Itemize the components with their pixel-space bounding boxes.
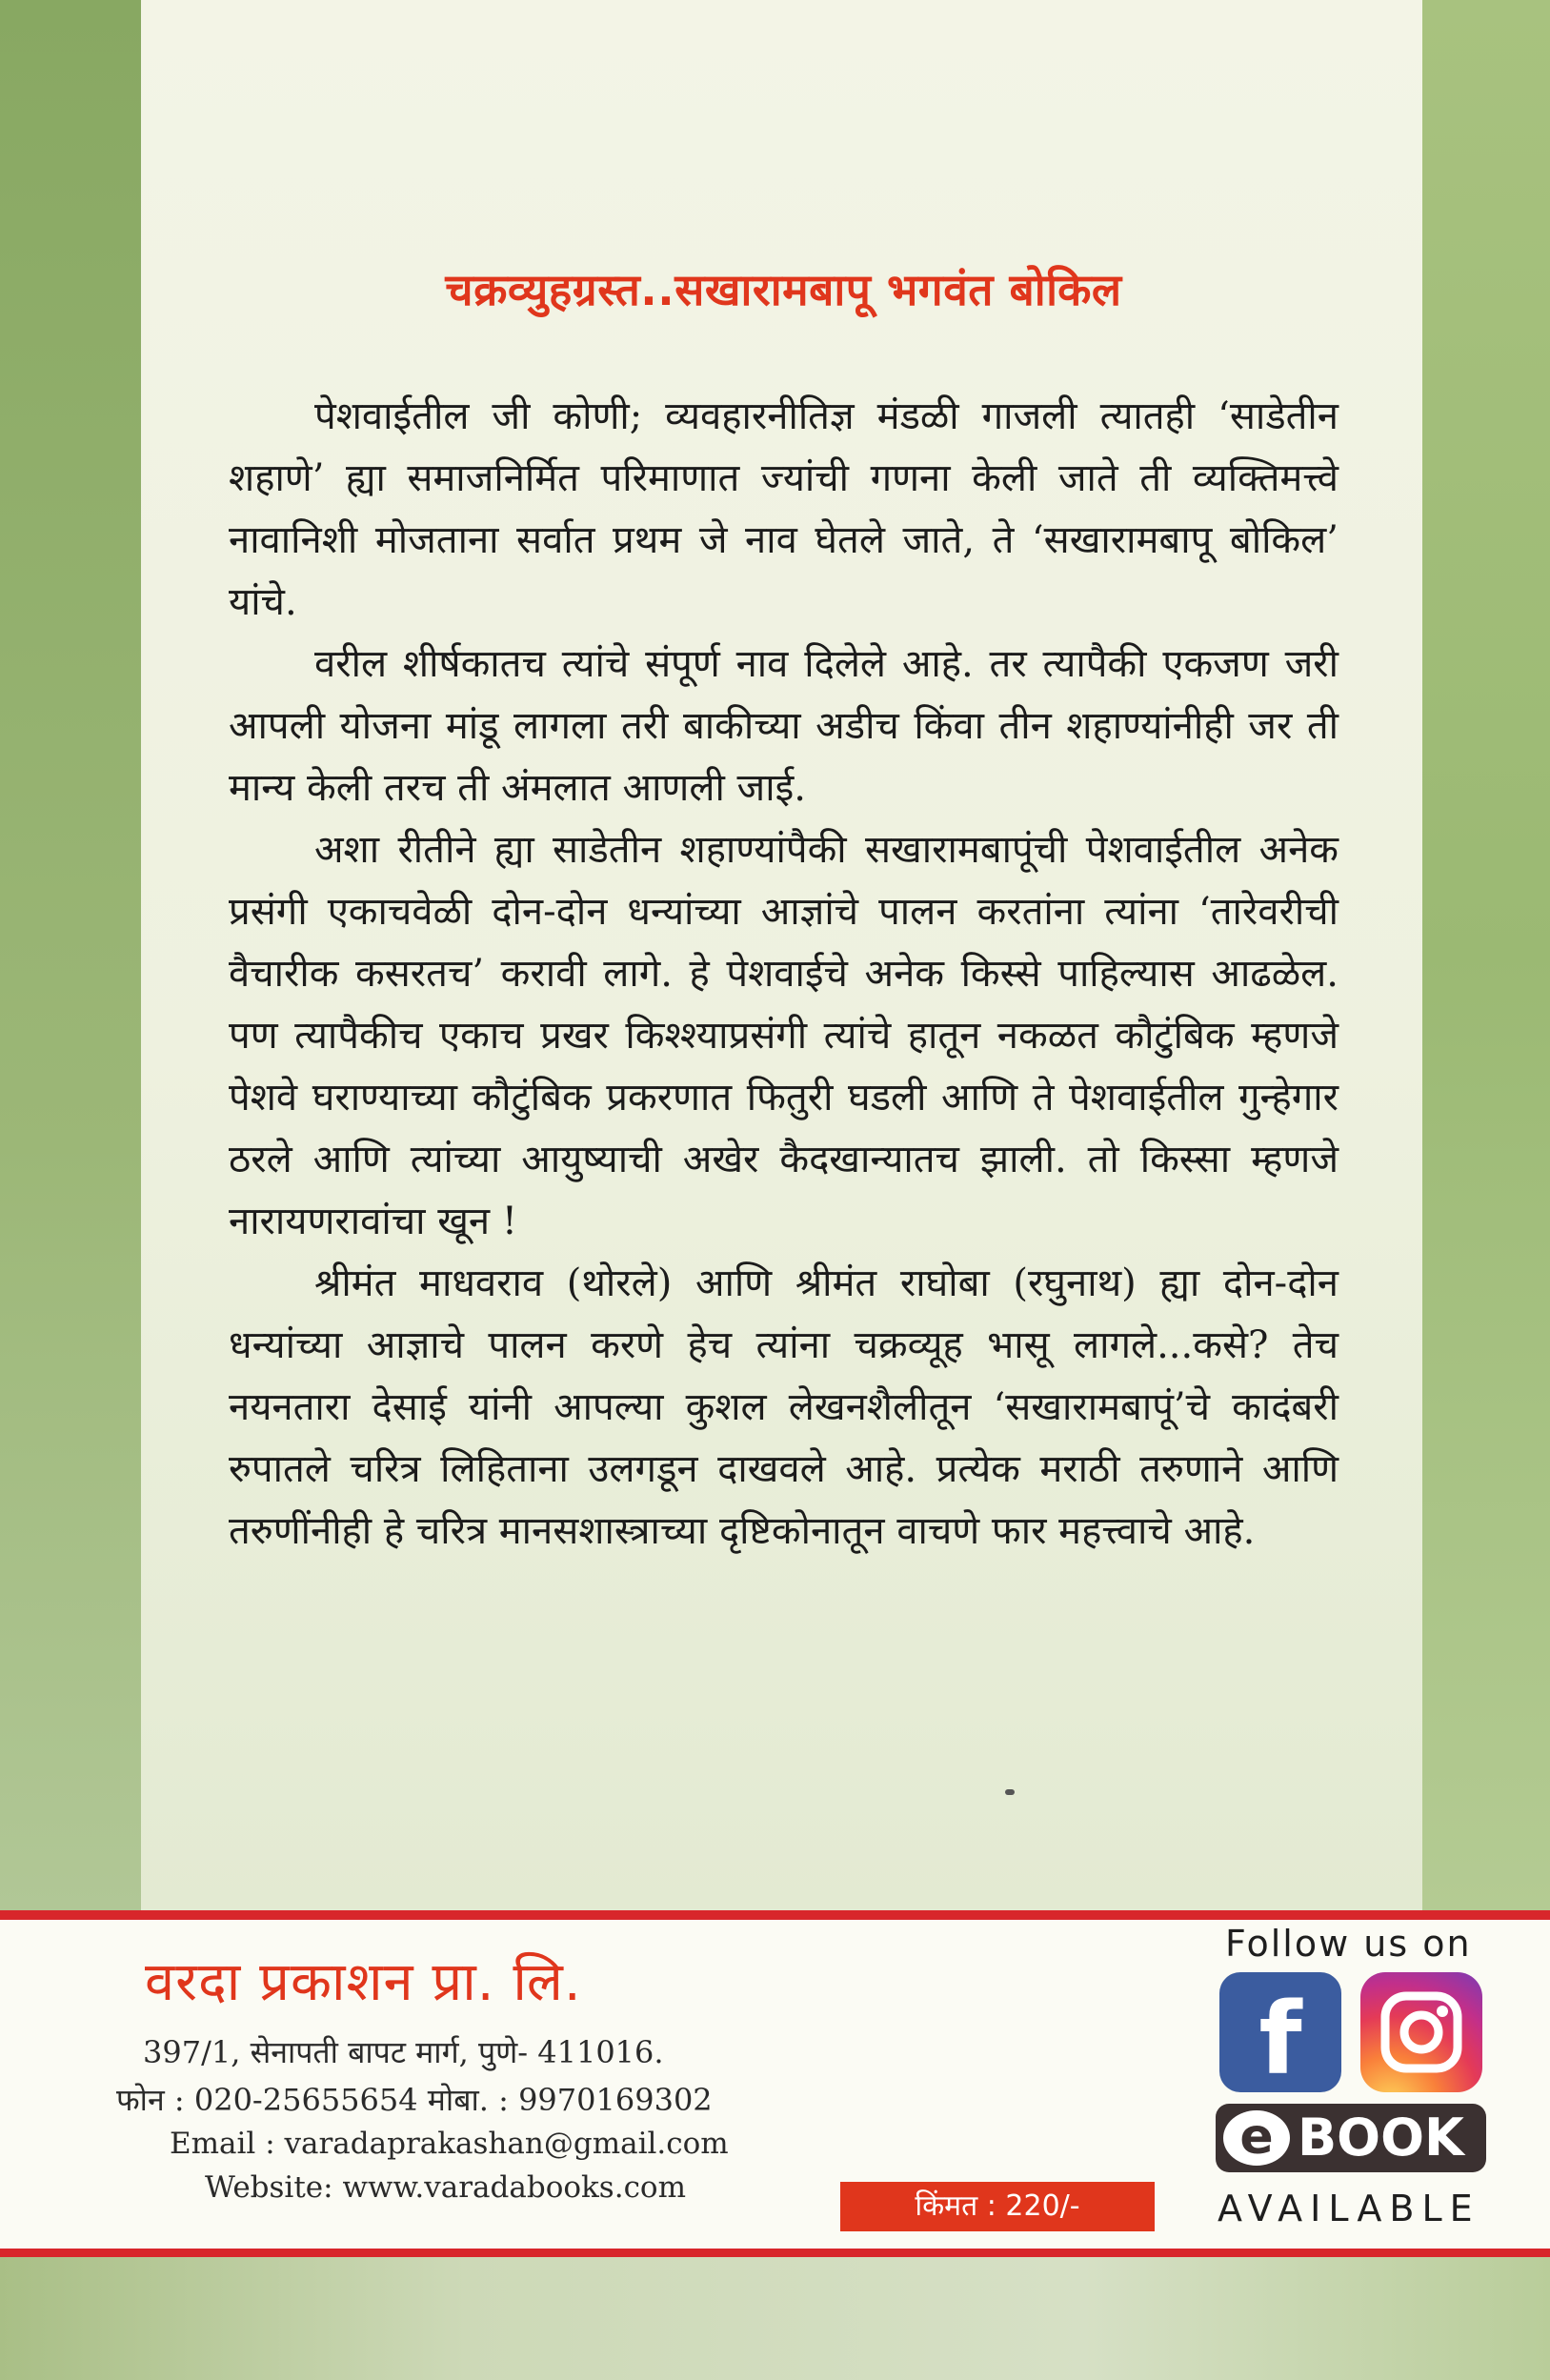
publisher-email: Email : varadaprakashan@gmail.com [170,2127,729,2161]
ebook-available-label: AVAILABLE [1218,2188,1480,2229]
follow-us-label: Follow us on [1225,1923,1472,1965]
footer-bottom-divider [0,2249,1550,2257]
cover-left-band [0,0,141,1910]
paragraph-3: अशा रीतीने ह्या साडेतीन शहाण्यांपैकी सखारामबापूंची पेशवाईतील अनेक प्रसंगी एकाचवेळी दोन-दोन धन्यांच्या आज्ञांचे पालन करतांना त्यांना ‘तारेवरीची वैचारीक कसरतच’ करावी लागे. हे पेशवाईचे अनेक किस्से पाहिल्यास आढळेल. पण त्यापैकीच एकाच प्रखर किश्श्याप्रसंगी त्यांचे हातून नकळत कौटुंबिक म्हणजे पेशवे घराण्याच्या कौटुंबिक प्रकरणात फितुरी घडली आणि ते पेशवाईतील गुन्हेगार ठरले आणि त्यांच्या आयुष्याची अखेर कैदखान्यातच झाली. तो किस्सा म्हणजे नारायणरावांचा खून ! [229,828,1339,1243]
instagram-glyph [1360,1972,1482,2092]
paragraph-4: श्रीमंत माधवराव (थोरले) आणि श्रीमंत राघोबा (रघुनाथ) ह्या दोन-दोन धन्यांच्या आज्ञाचे पालन करणे हेच त्यांना चक्रव्यूह भासू लागले...कसे? तेच नयनतारा देसाई यांनी आपल्या कुशल लेखनशैलीतून ‘सखारामबापूं’चे कादंबरी रुपातले चरित्र लिहिताना उलगडून दाखवले आहे. प्रत्येक मराठी तरुणाने आणि तरुणींनीही हे चरित्र मानसशास्त्राच्या दृष्टिकोनातून वाचणे फार महत्त्वाचे आहे. [229,1261,1339,1553]
footer-base-band [0,2257,1550,2380]
publisher-phone: फोन : 020-25655654 मोबा. : 9970169302 [116,2082,713,2118]
ebook-badge [1216,2104,1486,2172]
paragraph-1: पेशवाईतील जी कोणी; व्यवहारनीतिज्ञ मंडळी गाजली त्यातही ‘साडेतीन शहाणे’ ह्या समाजनिर्मित परिमाणात ज्यांची गणना केली जाते ती व्यक्तिमत्त्वे नावानिशी मोजताना सर्वात प्रथम जे नाव घेतले जाते, ते ‘सखारामबापू बोकिल’ यांचे. [229,394,1339,624]
blurb-text [229,386,1339,1563]
facebook-icon[interactable] [1219,1972,1341,2092]
publisher-address: 397/1, सेनापती बापट मार्ग, पुणे- 411016. [143,2034,664,2070]
cover-right-band [1422,0,1550,1910]
footer-top-divider [0,1910,1550,1920]
paragraph-2: वरील शीर्षकातच त्यांचे संपूर्ण नाव दिलेले आहे. तर त्यापैकी एकजण जरी आपली योजना मांडू लागला तरी बाकीच्या अडीच किंवा तीन शहाण्यांनीही जर ती मान्य केली तरच ती अंमलात आणली जाई. [229,642,1339,810]
ebook-label: BOOK [1298,2108,1464,2168]
publisher-website: Website: www.varadabooks.com [205,2170,686,2205]
page-title: चक्रव्युहग्रस्त..सखारामबापू भगवंत बोकिल [445,264,1122,315]
ebook-e-glyph: e [1223,2110,1290,2166]
facebook-glyph: f [1258,1981,1302,2092]
instagram-icon[interactable] [1360,1972,1482,2092]
price-tag: किंमत : 220/- [840,2182,1155,2231]
ink-speck [1005,1789,1015,1795]
publisher-name: वरदा प्रकाशन प्रा. लि. [145,1951,582,2013]
